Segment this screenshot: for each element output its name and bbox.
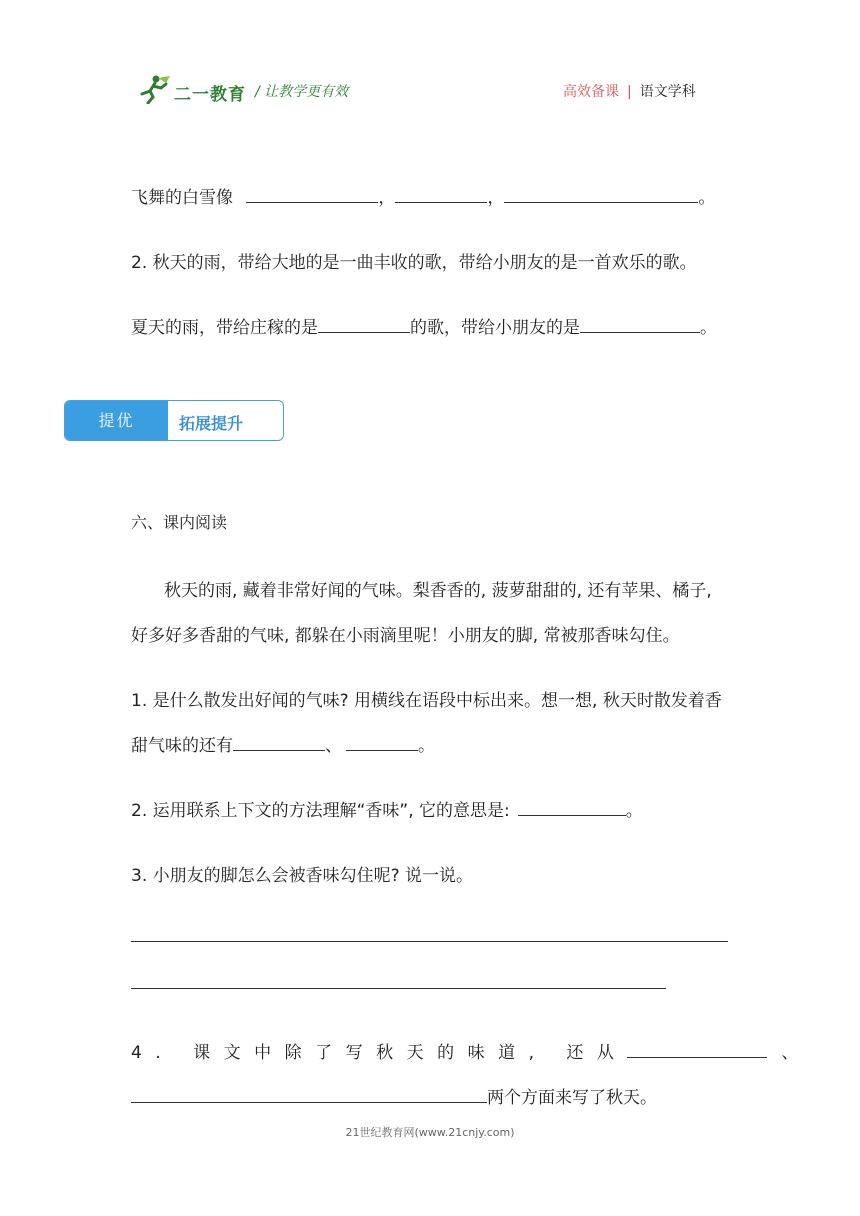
section-banner — [64, 400, 284, 441]
logo-runner-icon — [136, 74, 172, 104]
q1-line-2 — [131, 731, 435, 756]
summer-rain-text-2: 的歌，带给小朋友的是 — [410, 318, 580, 338]
answer-blank[interactable] — [580, 316, 700, 333]
question-2-line-2 — [131, 313, 717, 338]
snow-prefix: 飞舞的白雪像 — [131, 188, 233, 208]
comma: ， — [487, 188, 505, 208]
q2-text: 2. 运用联系上下文的方法理解“香味”, 它的意思是: — [131, 801, 510, 821]
q4-text-2: 两个方面来写了秋天。 — [487, 1088, 657, 1108]
answer-blank[interactable] — [233, 734, 325, 751]
separator: 、 — [781, 1043, 799, 1063]
q1-line-1: 1. 是什么散发出好闻的气味? 用横线在语段中标出来。想一想, 秋天时散发着香 — [131, 691, 722, 711]
answer-blank[interactable] — [346, 734, 418, 751]
banner-title: 拓展提升 — [179, 414, 244, 433]
header-divider: | — [627, 84, 632, 100]
question-2-line-1: 2. 秋天的雨，带给大地的是一曲丰收的歌，带给小朋友的是一首欢乐的歌。 — [131, 253, 697, 273]
q4-line-2 — [131, 1083, 657, 1108]
passage-line-2: 好多好多香甜的气味, 都躲在小雨滴里呢！小朋友的脚, 常被那香味勾住。 — [131, 626, 680, 646]
answer-blank[interactable] — [504, 186, 698, 203]
q2 — [131, 796, 643, 821]
answer-blank[interactable] — [518, 799, 626, 816]
answer-blank[interactable] — [246, 186, 378, 203]
answer-line-2[interactable] — [131, 988, 666, 989]
q3: 3. 小朋友的脚怎么会被香味勾住呢? 说一说。 — [131, 866, 474, 886]
snow-sentence — [131, 183, 715, 208]
slogan: / 让教学更有效 — [255, 84, 349, 100]
period: 。 — [418, 736, 435, 756]
answer-blank[interactable] — [131, 1086, 487, 1103]
period: 。 — [698, 188, 716, 208]
comma: ， — [378, 188, 396, 208]
header-tag-subject: 语文学科 — [639, 84, 696, 100]
answer-blank[interactable] — [318, 316, 410, 333]
separator: 、 — [325, 736, 342, 756]
logo-text: 二一教育 — [174, 85, 246, 105]
q4-text: 4. 课文中除了写秋天的味道, 还从 — [131, 1043, 628, 1063]
period: 。 — [625, 801, 643, 821]
banner-level-label: 提优 — [65, 401, 168, 440]
section-title: 六、课内阅读 — [131, 513, 228, 532]
answer-line-1[interactable] — [131, 941, 728, 942]
q4-line-1 — [131, 1038, 798, 1063]
answer-blank[interactable] — [395, 186, 487, 203]
answer-blank[interactable] — [627, 1041, 767, 1058]
header-tags — [563, 81, 696, 101]
period: 。 — [700, 318, 717, 338]
footer-text: 21世纪教育网(www.21cnjy.com) — [345, 1126, 515, 1139]
summer-rain-text: 夏天的雨，带给庄稼的是 — [131, 318, 318, 338]
passage-line-1: 秋天的雨, 藏着非常好闻的气味。梨香香的, 菠萝甜甜的, 还有苹果、橘子, — [164, 581, 712, 601]
q1-text: 甜气味的还有 — [131, 736, 233, 756]
header-tag-prep: 高效备课 — [563, 84, 619, 100]
